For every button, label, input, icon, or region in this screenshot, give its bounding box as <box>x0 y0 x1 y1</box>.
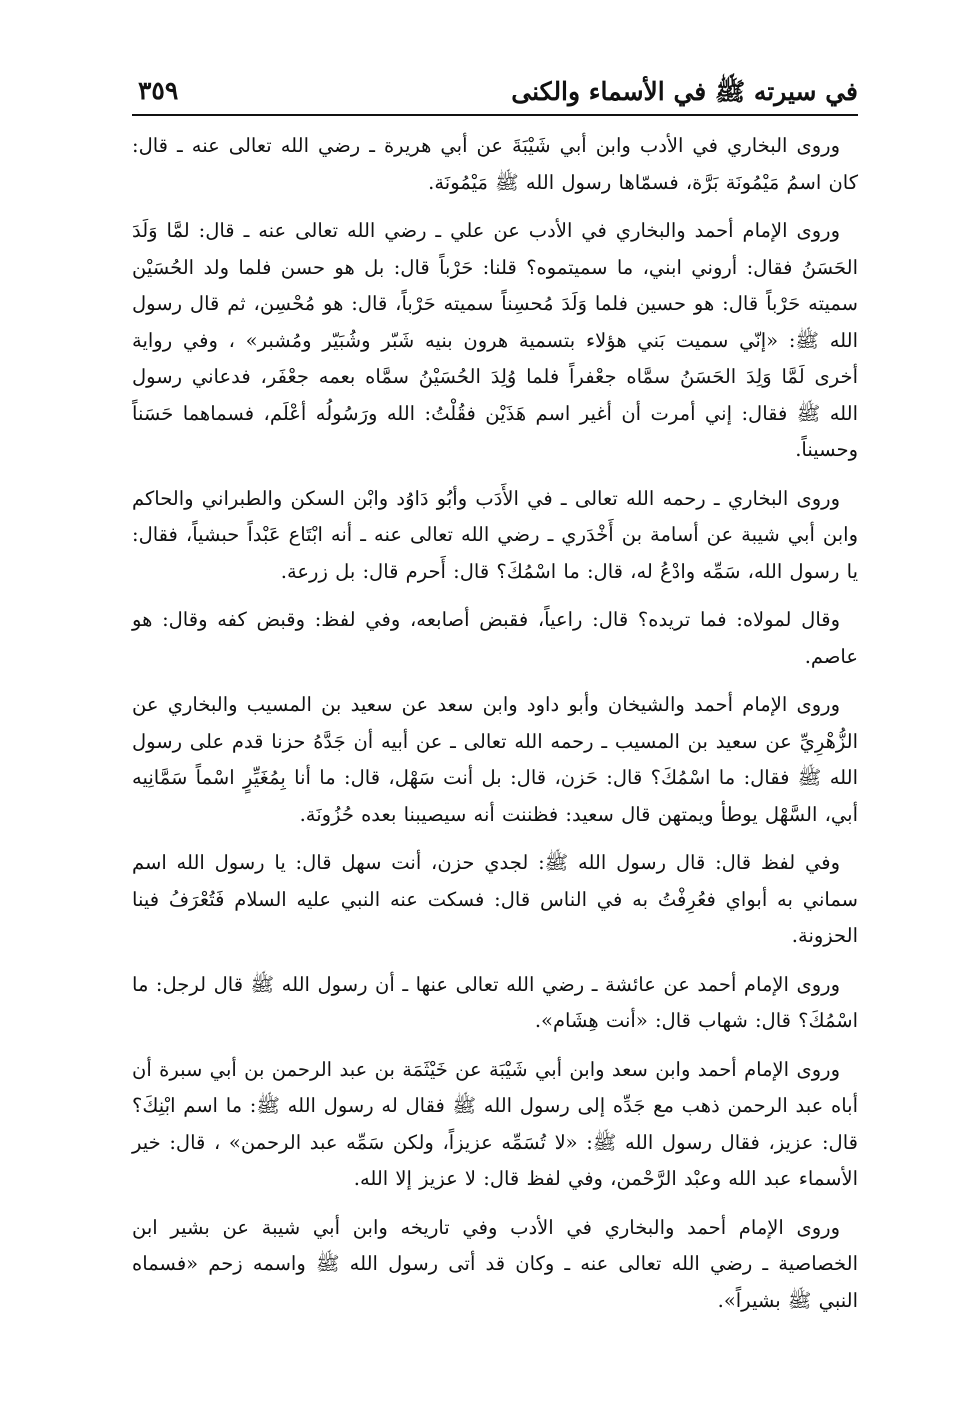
paragraph: وروى الإمام أحمد عن عائشة ـ رضي الله تعالى عنها ـ أن رسول الله ﷺ قال لرجل: ما اسْمُكَ؟ قال: شهاب قال: «أنت هِشَام». <box>132 972 858 1032</box>
paragraph: وروى الإمام أحمد والبخاري في الأدب عن علي ـ رضي الله تعالى عنه ـ قال: لمَّا وَلَدَ الحَسَنُ فقال: أروني ابني، ما سميتموه؟ قلنا: حَرْباً قال: بل هو حسن فلما ولد الحُسَيْن سميته حَرْباً قال: هو حسين فلما وَلَدَ مُحسِناً سميته حَرْباً، قال: هو مُحْسِن، ثم قال رسول الله ﷺ: «إنّي سميت بَني هؤلاء بتسمية هرون بنيه شَبّر وشُبَيّر ومُشبر» ، وفي رواية أخرى لَمَّا وَلِدَ الحَسَنُ سمَّاه جعْفراً فلما وُلِدَ الحُسَيْنُ سمَّاه بعمه جعْفَر، فدعاني رسول الله ﷺ فقال: إني أمرت أن أغير اسم هَذَيْن فقُلْتُ: الله ورَسُولُه أعْلَم، فسماهما حَسَناً وحسيناً. <box>132 219 858 461</box>
paragraph: وروى الإمام أحمد والبخاري في الأدب وفي تاريخه وابن أبي شيبة عن بشير ابن الخصاصية ـ رضي الله تعالى عنه ـ وكان قد أتى رسول الله ﷺ واسمه زحم «فسماه النبي ﷺ بشيراً». <box>132 1215 858 1312</box>
page-number: ٣٥٩ <box>138 76 179 105</box>
running-header <box>132 70 858 116</box>
paragraph: وروى الإمام أحمد وابن سعد وابن أبي شَيْبَة عن خَيْثَمَة بن عبد الرحمن بن أبي سبرة أن أباه عبد الرحمن ذهب مع جَدِّه إلى رسول الله ﷺ فقال له رسول الله ﷺ: ما اسم ابْنِكَ؟ قال: عزيز، فقال رسول الله ﷺ: «لا تُسَمِّه عزيزاً، ولكن سَمِّه عبد الرحمن» ، قال: خير الأسماء عبد الله وعبْد الرَّحْمن، وفي لفظ قال: لا عزيز إلا الله. <box>132 1057 858 1190</box>
body-text <box>132 128 858 1331</box>
paragraph: وروى البخاري في الأدب وابن أبي شَيْبَةَ عن أبي هريرة ـ رضي الله تعالى عنه ـ قال: كان اسمُ مَيْمُونَة بَرَّة، فسمّاها رسول الله ﷺ مَيْمُونَة. <box>132 134 858 194</box>
paragraph: وقال لمولاه: فما تريده؟ قال: راعياً، فقبض أصابعه، وفي لفظ: وقبض كفه وقال: هو عاصم. <box>132 608 858 668</box>
paragraph: وروى البخاري ـ رحمه الله تعالى ـ في الأَدَب وأبُو دَاوُد وابْن السكن والطبراني والحاكم وابن أبي شيبة عن أسامة بن أَخْدَري ـ رضي الله تعالى عنه ـ أنه ابْتَاع عَبْداً حبشياً، فقال: يا رسول الله، سَمِّه وادْعُ له، قال: ما اسْمُكَ؟ قال: أَحرم قال: بل زرعة. <box>132 486 858 583</box>
paragraph: وفي لفظ قال: قال رسول الله ﷺ: لجدي حزن، أنت سهل قال: يا رسول الله اسم سماني به أبواي فعُرِفْتُ به في الناس قال: فسكت عنه النبي عليه السلام فَتُعْرَفُ فينا الحزونة. <box>132 851 858 947</box>
header-title: في سيرته ﷺ في الأسماء والكنى <box>511 77 858 106</box>
paragraph: وروى الإمام أحمد والشيخان وأبو داود وابن سعد عن سعيد بن المسيب والبخاري عن الزُّهْرِيِّ عن سعيد بن المسيب ـ رحمه الله تعالى ـ عن أبيه أن جَدَّهُ حزنا قدم على رسول الله ﷺ فقال: ما اسْمُكَ؟ قال: حَزن، قال: بل أنت سَهْل، قال: ما أنا بِمُغَيِّرٍ اسْماً سَمَّانِيه أبي، السَّهْل يوطأ ويمتهن قال سعيد: فظننت أنه سيصيبنا بعده حُزُونَة. <box>132 693 858 826</box>
